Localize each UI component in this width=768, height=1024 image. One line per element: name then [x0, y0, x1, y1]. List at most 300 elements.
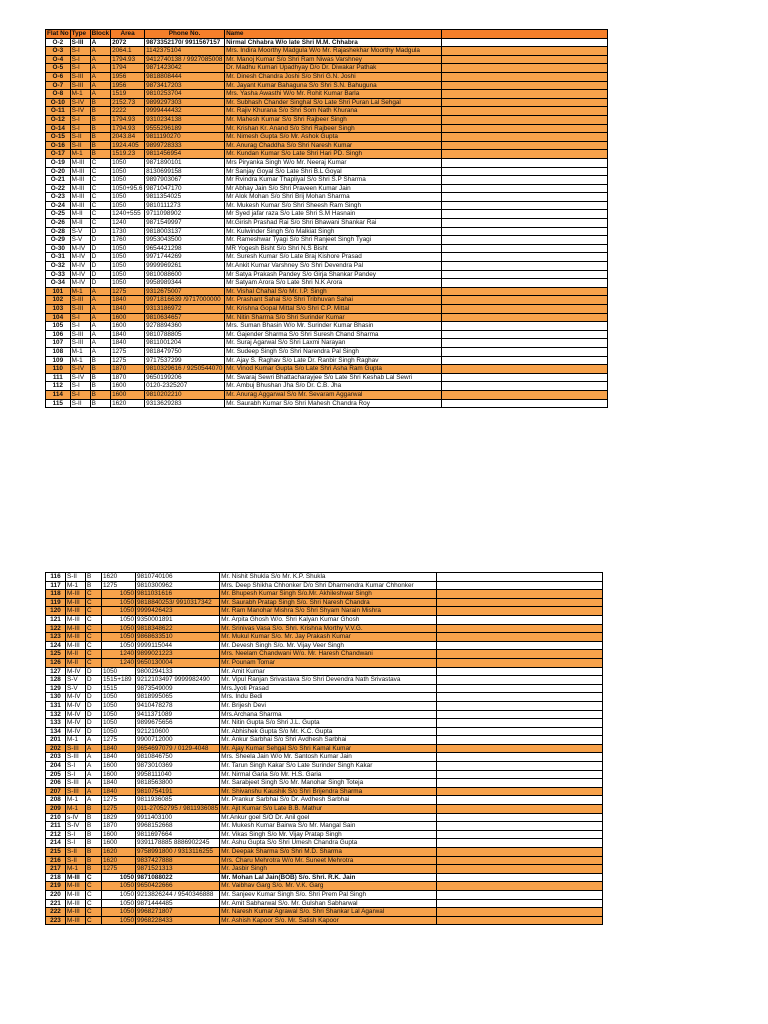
- table-row: [46, 55, 608, 64]
- block-cell: B: [90, 399, 110, 408]
- phone-cell: 9897903067: [145, 176, 225, 185]
- phone-cell: 9800294133: [136, 667, 220, 676]
- area-cell: 1956: [111, 81, 145, 90]
- table-row: [46, 279, 608, 288]
- empty-cell: [442, 296, 608, 305]
- area-cell: 1794: [111, 64, 145, 73]
- empty-cell: [442, 227, 608, 236]
- table-row: [46, 779, 603, 788]
- type-cell: M-IV: [70, 253, 90, 262]
- phone-cell: 9811190270: [145, 133, 225, 142]
- type-cell: M-IV: [70, 244, 90, 253]
- type-cell: M-II: [70, 219, 90, 228]
- area-cell: 1600: [102, 839, 136, 848]
- empty-cell: [442, 124, 608, 133]
- block-cell: C: [90, 184, 110, 193]
- flat-cell: 202: [46, 744, 66, 753]
- block-cell: D: [86, 710, 102, 719]
- block-cell: C: [86, 624, 102, 633]
- name-cell: Mrs.Jyoti Prasad: [220, 684, 437, 693]
- type-cell: S-II: [70, 133, 90, 142]
- empty-cell: [437, 573, 603, 582]
- phone-cell: 9810329616 / 9250544070: [145, 365, 225, 374]
- phone-cell: 9818840253/ 9910317342: [136, 598, 220, 607]
- table-row: [46, 330, 608, 339]
- table-row: [46, 667, 603, 676]
- name-cell: Mr. Deepak Sharma S/o Shri M.D. Sharma: [220, 848, 437, 857]
- name-cell: Mrs.Archana Sharma: [220, 710, 437, 719]
- type-cell: S-I: [70, 390, 90, 399]
- block-cell: C: [86, 590, 102, 599]
- phone-cell: 9958989344: [145, 279, 225, 288]
- block-cell: A: [90, 55, 110, 64]
- name-cell: Mr. Nirmal Garia S/o Mr. H.S. Garia: [220, 770, 437, 779]
- name-cell: Mr. Sanjeev Kumar Singh S/o. Shri Prem Pal Singh: [220, 890, 437, 899]
- area-cell: 1275: [111, 287, 145, 296]
- empty-cell: [437, 770, 603, 779]
- type-cell: S-III: [70, 330, 90, 339]
- table-row: [46, 373, 608, 382]
- table-row: [46, 313, 608, 322]
- empty-cell: [442, 399, 608, 408]
- table-row: [46, 158, 608, 167]
- flat-cell: O-33: [46, 270, 71, 279]
- block-cell: D: [90, 279, 110, 288]
- area-cell: 1794.93: [111, 55, 145, 64]
- empty-cell: [437, 753, 603, 762]
- flat-cell: O-8: [46, 90, 71, 99]
- table-row: [46, 916, 603, 925]
- residents-table-1: [45, 29, 608, 408]
- type-cell: M-IV: [70, 279, 90, 288]
- block-cell: B: [90, 124, 110, 133]
- empty-cell: [437, 805, 603, 814]
- area-cell: 1600: [111, 390, 145, 399]
- table-row: [46, 581, 603, 590]
- flat-cell: O-4: [46, 55, 71, 64]
- phone-cell: 9810754191: [136, 787, 220, 796]
- type-cell: S-II: [66, 848, 86, 857]
- empty-cell: [442, 98, 608, 107]
- table-row: [46, 244, 608, 253]
- area-cell: 1050+95.6: [111, 184, 145, 193]
- table-row: [46, 98, 608, 107]
- type-cell: M-II: [70, 210, 90, 219]
- table-row: [46, 641, 603, 650]
- name-cell: Mr. Vaibhav Garg S/o. Mr. V.K. Garg: [220, 882, 437, 891]
- empty-cell: [442, 313, 608, 322]
- area-cell: 1600: [102, 762, 136, 771]
- phone-cell: 1142375104: [145, 47, 225, 56]
- phone-cell: 9968271807: [136, 908, 220, 917]
- flat-cell: 121: [46, 615, 66, 624]
- block-cell: B: [86, 839, 102, 848]
- area-cell: 1050: [102, 624, 136, 633]
- area-cell: 1050: [111, 193, 145, 202]
- table-row: [46, 141, 608, 150]
- flat-cell: O-20: [46, 167, 71, 176]
- name-cell: Mr.Ankur goel S/O Dr. Anil goel: [220, 813, 437, 822]
- flat-cell: 219: [46, 882, 66, 891]
- phone-cell: 9871890101: [145, 158, 225, 167]
- area-cell: 1050: [102, 719, 136, 728]
- flat-cell: 111: [46, 373, 71, 382]
- type-cell: S-I: [66, 770, 86, 779]
- name-cell: Mr. Anurag Aggarwal S/o Mr. Sevaram Aggarwal: [225, 390, 442, 399]
- area-cell: 1050: [102, 908, 136, 917]
- type-cell: M-1: [70, 347, 90, 356]
- empty-cell: [442, 244, 608, 253]
- block-cell: D: [86, 719, 102, 728]
- flat-cell: O-14: [46, 124, 71, 133]
- area-cell: 1050: [102, 727, 136, 736]
- area-cell: 1515+189: [102, 676, 136, 685]
- flat-cell: 211: [46, 822, 66, 831]
- table-row: [46, 787, 603, 796]
- flat-cell: 201: [46, 736, 66, 745]
- empty-cell: [437, 590, 603, 599]
- table-row: [46, 598, 603, 607]
- area-cell: 1240+555: [111, 210, 145, 219]
- table-row: [46, 322, 608, 331]
- block-cell: B: [86, 813, 102, 822]
- name-cell: Mrs. Deep Shikha Chhonker D/o Shri Dharmendra Kumar Chhonker: [220, 581, 437, 590]
- block-cell: D: [90, 244, 110, 253]
- block-cell: A: [86, 787, 102, 796]
- flat-cell: O-7: [46, 81, 71, 90]
- flat-cell: 112: [46, 382, 71, 391]
- name-cell: Mr. Srinivas Vasa S/o. Shri. Krishna Morthy V.V.G.: [220, 624, 437, 633]
- type-cell: S-IV: [70, 107, 90, 116]
- table-row: [46, 607, 603, 616]
- area-cell: 2043.84: [111, 133, 145, 142]
- phone-cell: 9650422666: [136, 882, 220, 891]
- flat-cell: 203: [46, 753, 66, 762]
- name-cell: Mr.Ankit Kumar Varshney S/o Shri Devendra Pal: [225, 262, 442, 271]
- type-cell: M-1: [70, 287, 90, 296]
- table-row: [46, 176, 608, 185]
- phone-cell: 9818003137: [145, 227, 225, 236]
- block-cell: C: [90, 219, 110, 228]
- table-row: [46, 624, 603, 633]
- block-cell: A: [86, 770, 102, 779]
- block-cell: B: [90, 373, 110, 382]
- flat-cell: O-26: [46, 219, 71, 228]
- area-cell: 1275: [111, 356, 145, 365]
- empty-cell: [437, 693, 603, 702]
- area-cell: 1050: [111, 244, 145, 253]
- table-row: [46, 81, 608, 90]
- phone-cell: 9412740138 / 9927085008: [145, 55, 225, 64]
- empty-cell: [437, 719, 603, 728]
- name-cell: Mr. Vinod Kumar Gupta S/o Late Shri Asha Ram Gupta: [225, 365, 442, 374]
- phone-cell: 921210600: [136, 727, 220, 736]
- empty-cell: [442, 107, 608, 116]
- phone-cell: 9999444432: [145, 107, 225, 116]
- phone-cell: 9871549997: [145, 219, 225, 228]
- empty-cell: [437, 865, 603, 874]
- area-cell: 1050: [102, 916, 136, 925]
- empty-cell: [437, 701, 603, 710]
- block-cell: B: [90, 115, 110, 124]
- phone-cell: 9811456954: [145, 150, 225, 159]
- type-cell: S-II: [66, 856, 86, 865]
- name-cell: Mr. Sudeep Singh S/o Shri Narendra Pal Singh: [225, 347, 442, 356]
- table-row: [46, 253, 608, 262]
- table-row: [46, 796, 603, 805]
- table-row: [46, 650, 603, 659]
- name-cell: Dr. Madhu Kumari Upadhyay D/o Dr. Diwakar Pathak: [225, 64, 442, 73]
- type-cell: S-V: [70, 227, 90, 236]
- flat-cell: 124: [46, 641, 66, 650]
- table-row: [46, 347, 608, 356]
- name-cell: Mr. Mukul Kumar S/o. Mr. Jay Prakash Kumar: [220, 633, 437, 642]
- empty-cell: [442, 347, 608, 356]
- flat-cell: 103: [46, 305, 71, 314]
- type-cell: M-IV: [70, 262, 90, 271]
- table-row: [46, 762, 603, 771]
- name-cell: MR Yogesh Bisht S/o Shri N.S Bisht: [225, 244, 442, 253]
- table-row: [46, 848, 603, 857]
- type-cell: M-III: [66, 598, 86, 607]
- phone-cell: 9818563800: [136, 779, 220, 788]
- phone-cell: 9811354025: [145, 193, 225, 202]
- block-cell: B: [86, 805, 102, 814]
- header-row: [46, 30, 608, 39]
- name-cell: Mrs. Charu Mehrotra W/o Mr. Suneet Mehrotra: [220, 856, 437, 865]
- phone-cell: 9810253704: [145, 90, 225, 99]
- flat-cell: 127: [46, 667, 66, 676]
- type-cell: M-IV: [66, 719, 86, 728]
- flat-cell: 208: [46, 796, 66, 805]
- flat-cell: 134: [46, 727, 66, 736]
- block-cell: B: [90, 141, 110, 150]
- area-cell: 1600: [111, 382, 145, 391]
- empty-cell: [442, 365, 608, 374]
- area-cell: 1050: [102, 710, 136, 719]
- name-cell: Mr Syed jafar raza S/o Late Shri S.M Hasnain: [225, 210, 442, 219]
- phone-cell: 9968228433: [136, 916, 220, 925]
- block-cell: A: [90, 313, 110, 322]
- table-row: [46, 839, 603, 848]
- type-cell: S-III: [70, 305, 90, 314]
- type-cell: M-III: [70, 184, 90, 193]
- table-row: [46, 390, 608, 399]
- name-cell: Mr Satyam Arora S/o Late Shri N.K Arora: [225, 279, 442, 288]
- block-cell: A: [86, 762, 102, 771]
- name-cell: Mr Alok Mohan S/o Shri Brij Mohan Sharma: [225, 193, 442, 202]
- area-cell: 1050: [111, 201, 145, 210]
- table-row: [46, 873, 603, 882]
- empty-cell: [437, 744, 603, 753]
- area-cell: 1050: [102, 641, 136, 650]
- type-cell: M-III: [66, 624, 86, 633]
- table-row: [46, 805, 603, 814]
- table-row: [46, 590, 603, 599]
- flat-cell: 120: [46, 607, 66, 616]
- block-cell: C: [86, 598, 102, 607]
- table-row: [46, 736, 603, 745]
- type-cell: M-III: [66, 590, 86, 599]
- type-cell: M-III: [66, 873, 86, 882]
- phone-cell: 9899297303: [145, 98, 225, 107]
- phone-cell: 9818995065: [136, 693, 220, 702]
- name-cell: Mr. Ram Manohar Mishra S/o Shri Shyam Narain Mishra: [220, 607, 437, 616]
- name-cell: Mr. Prankur Sarbhai S/o Dr. Avdhesh Sarbhai: [220, 796, 437, 805]
- type-cell: M-IV: [66, 693, 86, 702]
- empty-cell: [442, 72, 608, 81]
- empty-cell: [442, 193, 608, 202]
- flat-cell: O-11: [46, 107, 71, 116]
- name-cell: Mr. Tarun Singh Kakar S/o Late Surinder Singh Kakar: [220, 762, 437, 771]
- flat-cell: 125: [46, 650, 66, 659]
- area-cell: 1240: [111, 219, 145, 228]
- name-cell: Mr. Sarabjeet Singh S/o Mr. Manohar Singh Toteja: [220, 779, 437, 788]
- header-area: Area: [111, 30, 145, 39]
- type-cell: M-III: [66, 882, 86, 891]
- flat-cell: O-30: [46, 244, 71, 253]
- type-cell: M-III: [66, 615, 86, 624]
- block-cell: D: [90, 262, 110, 271]
- name-cell: Mr. Ankur Sarbhai S/o Shri Avdhesh Sarbhai: [220, 736, 437, 745]
- area-cell: 1050: [102, 873, 136, 882]
- name-cell: Mr. Swaraj Sewri Bhattacharayjee S/o Late Shri Keshab Lal Sewri: [225, 373, 442, 382]
- name-cell: Mr. Vishal Chahal S/o Mr. I.P. Singh: [225, 287, 442, 296]
- table-row: [46, 193, 608, 202]
- block-cell: B: [86, 581, 102, 590]
- phone-cell: 9212103497 9999982490: [136, 676, 220, 685]
- type-cell: M-III: [70, 158, 90, 167]
- table-row: [46, 167, 608, 176]
- phone-cell: 9871521313: [136, 865, 220, 874]
- type-cell: S-I: [66, 839, 86, 848]
- area-cell: 1050: [102, 701, 136, 710]
- empty-cell: [437, 813, 603, 822]
- flat-cell: 212: [46, 830, 66, 839]
- empty-cell: [437, 839, 603, 848]
- block-cell: C: [86, 650, 102, 659]
- phone-cell: 9313186972: [145, 305, 225, 314]
- header-phone: Phone No.: [145, 30, 225, 39]
- block-cell: B: [90, 365, 110, 374]
- phone-cell: 9411371089: [136, 710, 220, 719]
- name-cell: Mr. Vipul Ranjan Srivastava S/o Shri Devendra Nath Srivastava: [220, 676, 437, 685]
- block-cell: A: [90, 347, 110, 356]
- area-cell: 1519: [111, 90, 145, 99]
- phone-cell: 9818808444: [145, 72, 225, 81]
- flat-cell: O-19: [46, 158, 71, 167]
- block-cell: A: [90, 305, 110, 314]
- phone-cell: 9871444485: [136, 899, 220, 908]
- type-cell: M-1: [70, 150, 90, 159]
- type-cell: M-II: [66, 658, 86, 667]
- name-cell: Mr. Rameshwar Tyagi S/o Shri Ranjeet Singh Tyagi: [225, 236, 442, 245]
- area-cell: 1760: [111, 236, 145, 245]
- flat-cell: O-32: [46, 262, 71, 271]
- name-cell: Mr. Ajay S. Raghav S/o Late Dr. Ranbir Singh Raghav: [225, 356, 442, 365]
- block-cell: C: [86, 658, 102, 667]
- name-cell: Mrs. Neelam Chandwani W/o. Mr. Haresh Chandwani: [220, 650, 437, 659]
- block-cell: C: [86, 607, 102, 616]
- phone-cell: 9873010369: [136, 762, 220, 771]
- type-cell: S-II: [70, 141, 90, 150]
- area-cell: 1240: [102, 650, 136, 659]
- flat-cell: O-15: [46, 133, 71, 142]
- block-cell: A: [90, 47, 110, 56]
- flat-cell: O-17: [46, 150, 71, 159]
- table-row: [46, 908, 603, 917]
- block-cell: A: [86, 796, 102, 805]
- phone-cell: 9810300962: [136, 581, 220, 590]
- table-row: [46, 753, 603, 762]
- type-cell: S-I: [70, 322, 90, 331]
- table-row: [46, 47, 608, 56]
- empty-cell: [437, 787, 603, 796]
- area-cell: 2152.73: [111, 98, 145, 107]
- type-cell: S-IV: [66, 822, 86, 831]
- flat-cell: 110: [46, 365, 71, 374]
- name-cell: Nirmal Chhabra W/o late Shri M.M. Chhabra: [225, 38, 442, 47]
- phone-cell: 9999969261: [145, 262, 225, 271]
- phone-cell: 9911403100: [136, 813, 220, 822]
- block-cell: C: [90, 201, 110, 210]
- phone-cell: 9999426423: [136, 607, 220, 616]
- name-cell: Mr. Rajiv Khurana S/o Shri Som Nath Khurana: [225, 107, 442, 116]
- table-row: [46, 830, 603, 839]
- type-cell: S-I: [66, 762, 86, 771]
- type-cell: S-II: [66, 573, 86, 582]
- phone-cell: 9811697664: [136, 830, 220, 839]
- name-cell: Mr.Girish Prashad Rai S/o Shri Bhawani Shankar Rai: [225, 219, 442, 228]
- empty-cell: [437, 624, 603, 633]
- empty-cell: [437, 607, 603, 616]
- empty-cell: [437, 650, 603, 659]
- empty-cell: [442, 158, 608, 167]
- flat-cell: 126: [46, 658, 66, 667]
- table-row: [46, 287, 608, 296]
- phone-cell: 9391178885 8886902245: [136, 839, 220, 848]
- phone-cell: 9310234138: [145, 115, 225, 124]
- name-cell: Mr Satya Prakash Pandey S/o Girja Shankar Pandey: [225, 270, 442, 279]
- area-cell: 1050: [111, 262, 145, 271]
- empty-cell: [442, 64, 608, 73]
- type-cell: M-1: [66, 796, 86, 805]
- flat-cell: 106: [46, 330, 71, 339]
- block-cell: B: [90, 382, 110, 391]
- phone-cell: 9811936085: [136, 796, 220, 805]
- name-cell: Mr. Krishna Gopal Mittal S/o Shri C.P. Mittal: [225, 305, 442, 314]
- type-cell: M-III: [66, 641, 86, 650]
- type-cell: M-1: [66, 736, 86, 745]
- type-cell: M-III: [66, 908, 86, 917]
- phone-cell: 9837427888: [136, 856, 220, 865]
- block-cell: B: [90, 356, 110, 365]
- area-cell: 1600: [102, 830, 136, 839]
- table-row: [46, 822, 603, 831]
- name-cell: Mrs. Indu Bedi: [220, 693, 437, 702]
- area-cell: 1870: [111, 373, 145, 382]
- header-name: Name: [225, 30, 442, 39]
- block-cell: D: [90, 236, 110, 245]
- flat-cell: 118: [46, 590, 66, 599]
- flat-cell: 119: [46, 598, 66, 607]
- header-flat: Flat No: [47, 30, 69, 37]
- phone-cell: 9810202210: [145, 390, 225, 399]
- empty-cell: [442, 133, 608, 142]
- phone-cell: 9758991800 / 9313116255: [136, 848, 220, 857]
- type-cell: S-III: [66, 753, 86, 762]
- block-cell: B: [90, 390, 110, 399]
